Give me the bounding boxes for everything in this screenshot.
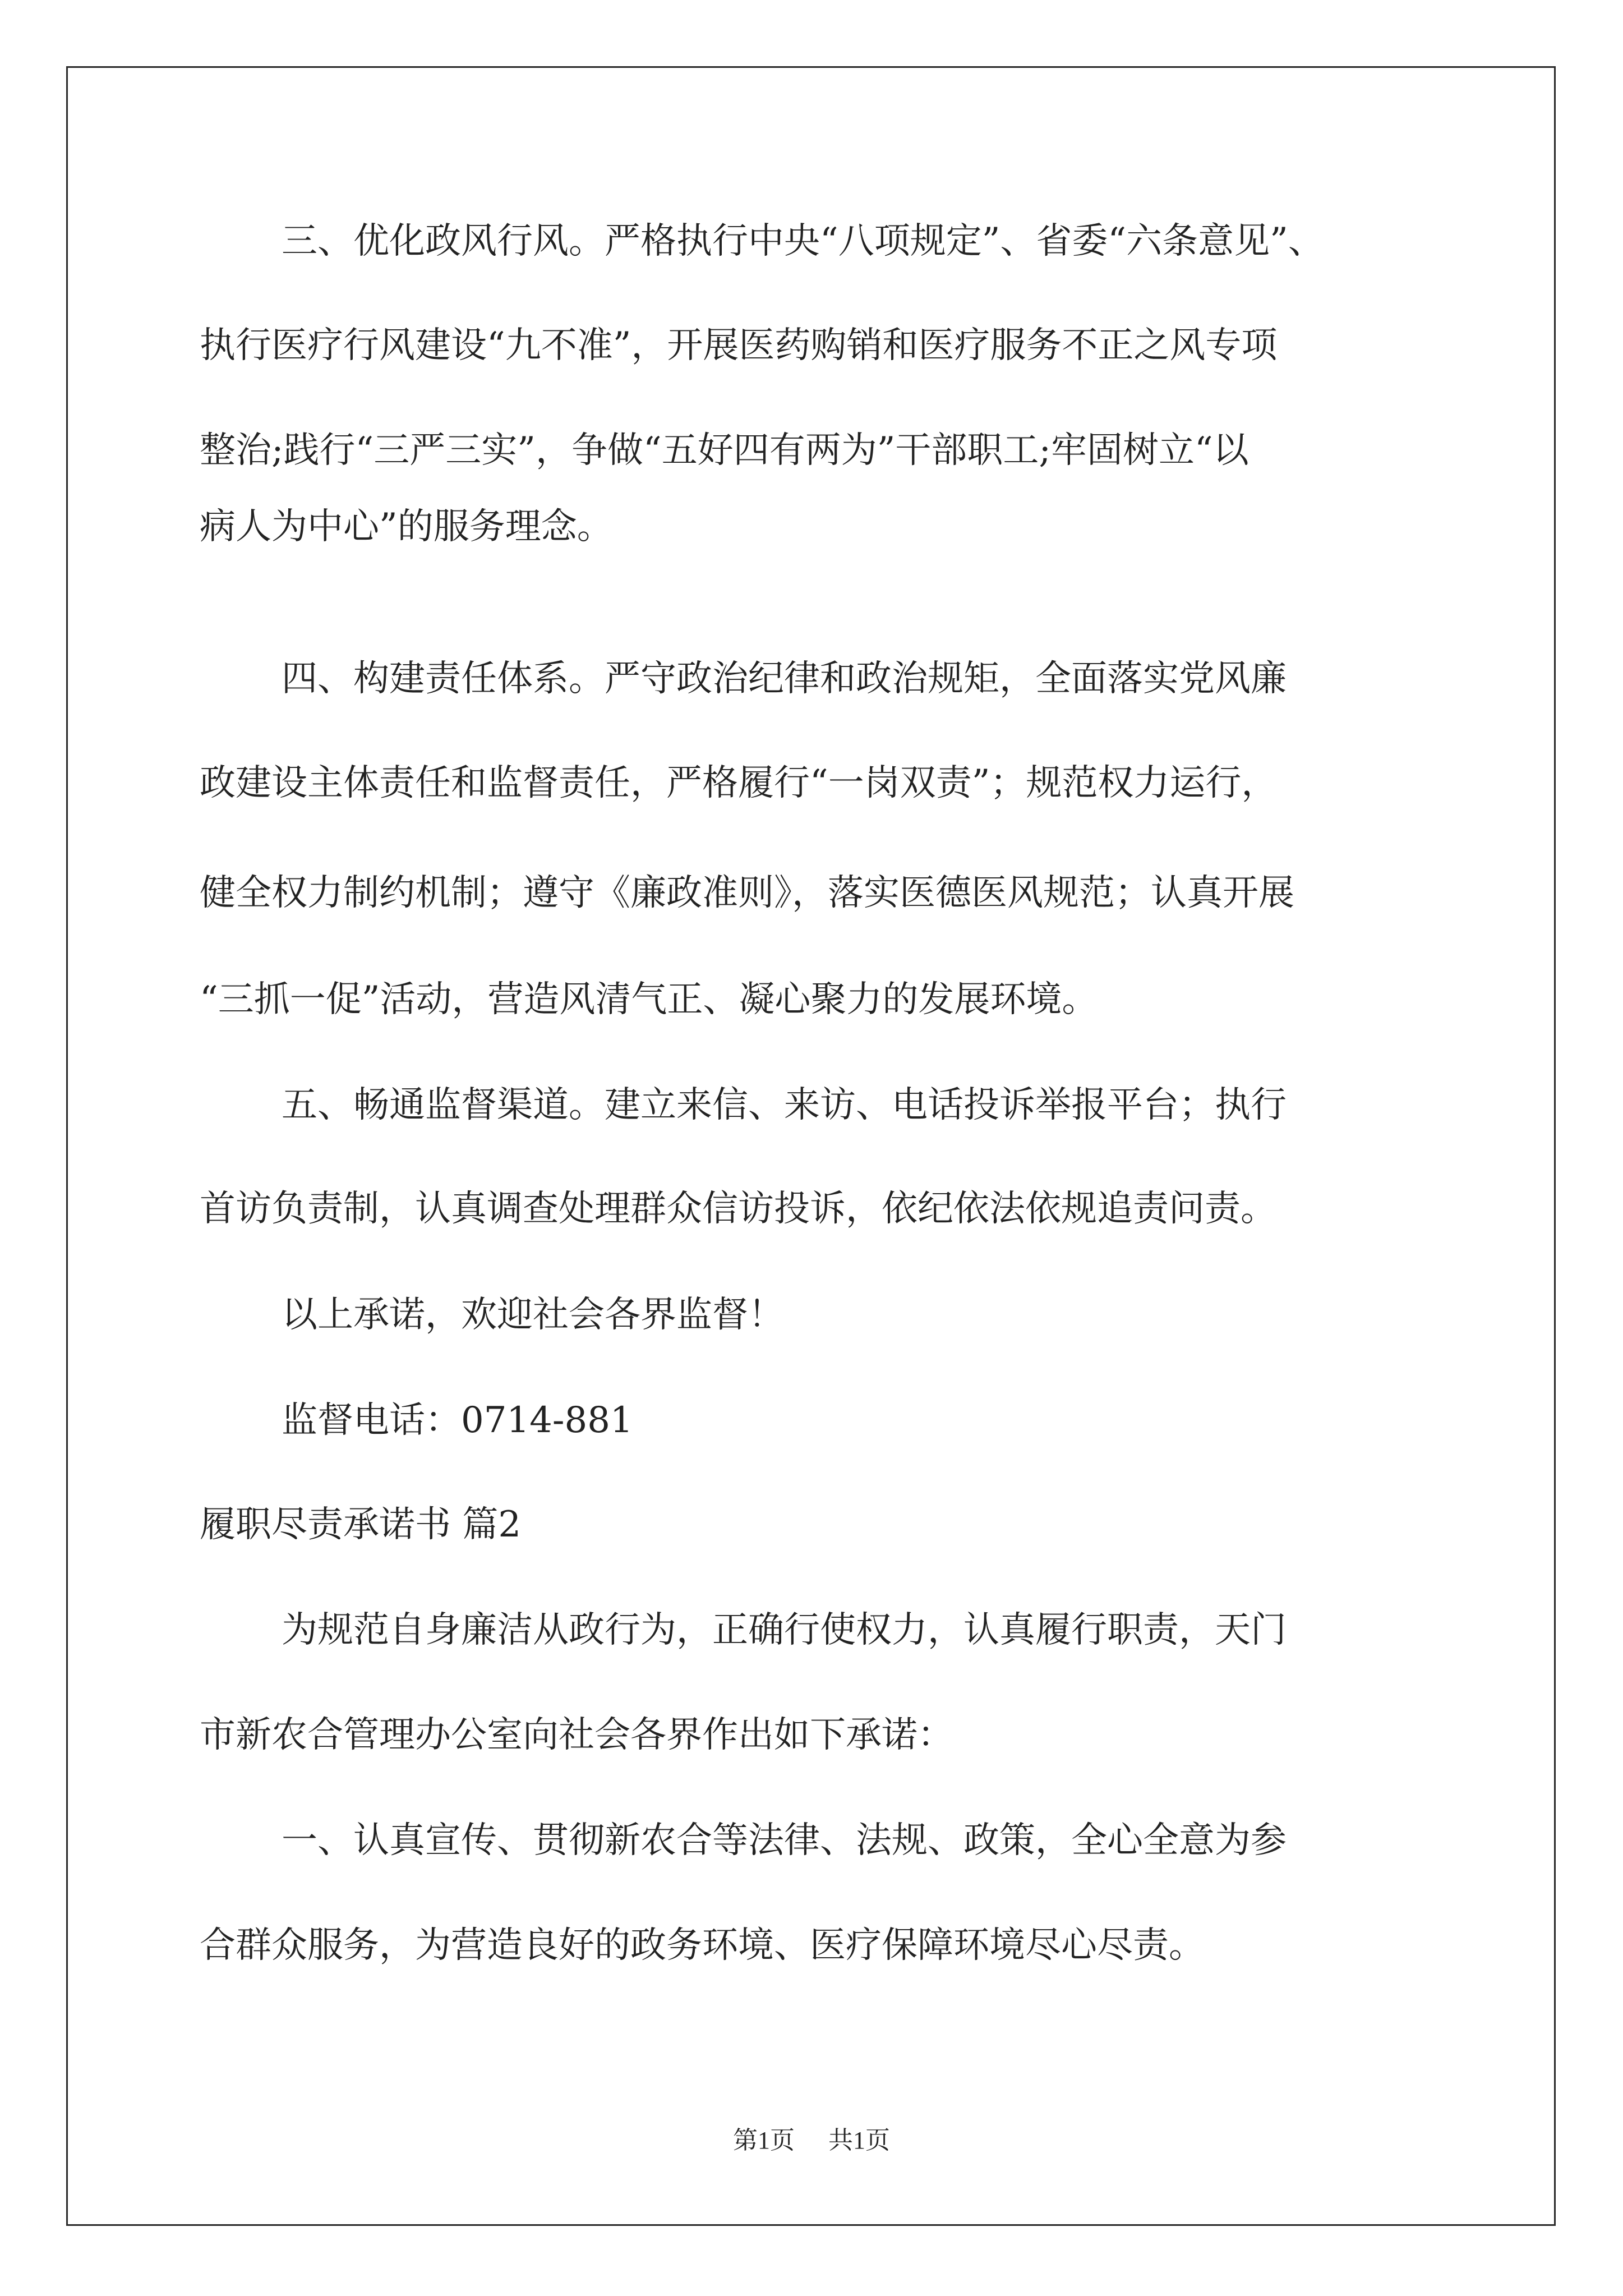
page-total: 共1页: [828, 2127, 890, 2154]
paragraph-line: “三抓一促”活动，营造风清气正、凝心聚力的发展环境。: [200, 979, 1098, 1020]
paragraph-line: 监督电话：0714-881: [282, 1400, 633, 1441]
paragraph-line: 合群众服务，为营造良好的政务环境、医疗保障环境尽心尽责。: [200, 1925, 1205, 1966]
paragraph-line: 五、畅通监督渠道。建立来信、来访、电话投诉举报平台；执行: [282, 1084, 1287, 1126]
paragraph-line: 为规范自身廉洁从政行为，正确行使权力，认真履行职责，天门: [282, 1609, 1287, 1651]
paragraph-line: 三、优化政风行风。严格执行中央“八项规定”、省委“六条意见”、: [282, 220, 1324, 262]
paragraph-line: 以上承诺，欢迎社会各界监督！: [282, 1294, 784, 1336]
paragraph-line: 病人为中心”的服务理念。: [200, 506, 613, 547]
paragraph-line: 健全权力制约机制；遵守《廉政准则》，落实医德医风规范；认真开展: [200, 872, 1294, 914]
paragraph-line: 政建设主体责任和监督责任，严格履行“一岗双责”；规范权力运行，: [200, 762, 1278, 804]
page-number: 第1页: [733, 2127, 795, 2154]
paragraph-line: 四、构建责任体系。严守政治纪律和政治规矩，全面落实党风廉: [282, 658, 1287, 700]
paragraph-line: 执行医疗行风建设“九不准”，开展医药购销和医疗服务不正之风专项: [200, 325, 1278, 366]
paragraph-line: 一、认真宣传、贯彻新农合等法律、法规、政策，全心全意为参: [282, 1820, 1287, 1861]
paragraph-line: 市新农合管理办公室向社会各界作出如下承诺：: [200, 1714, 953, 1756]
paragraph-line: 整治;践行“三严三实”，争做“五好四有两为”干部职工;牢固树立“以: [200, 430, 1249, 471]
page-footer: [0, 2124, 1623, 2157]
page-border: [66, 66, 1556, 2226]
paragraph-line: 首访负责制，认真调查处理群众信访投诉，依纪依法依规追责问责。: [200, 1188, 1276, 1230]
section-heading: 履职尽责承诺书 篇2: [200, 1504, 522, 1545]
